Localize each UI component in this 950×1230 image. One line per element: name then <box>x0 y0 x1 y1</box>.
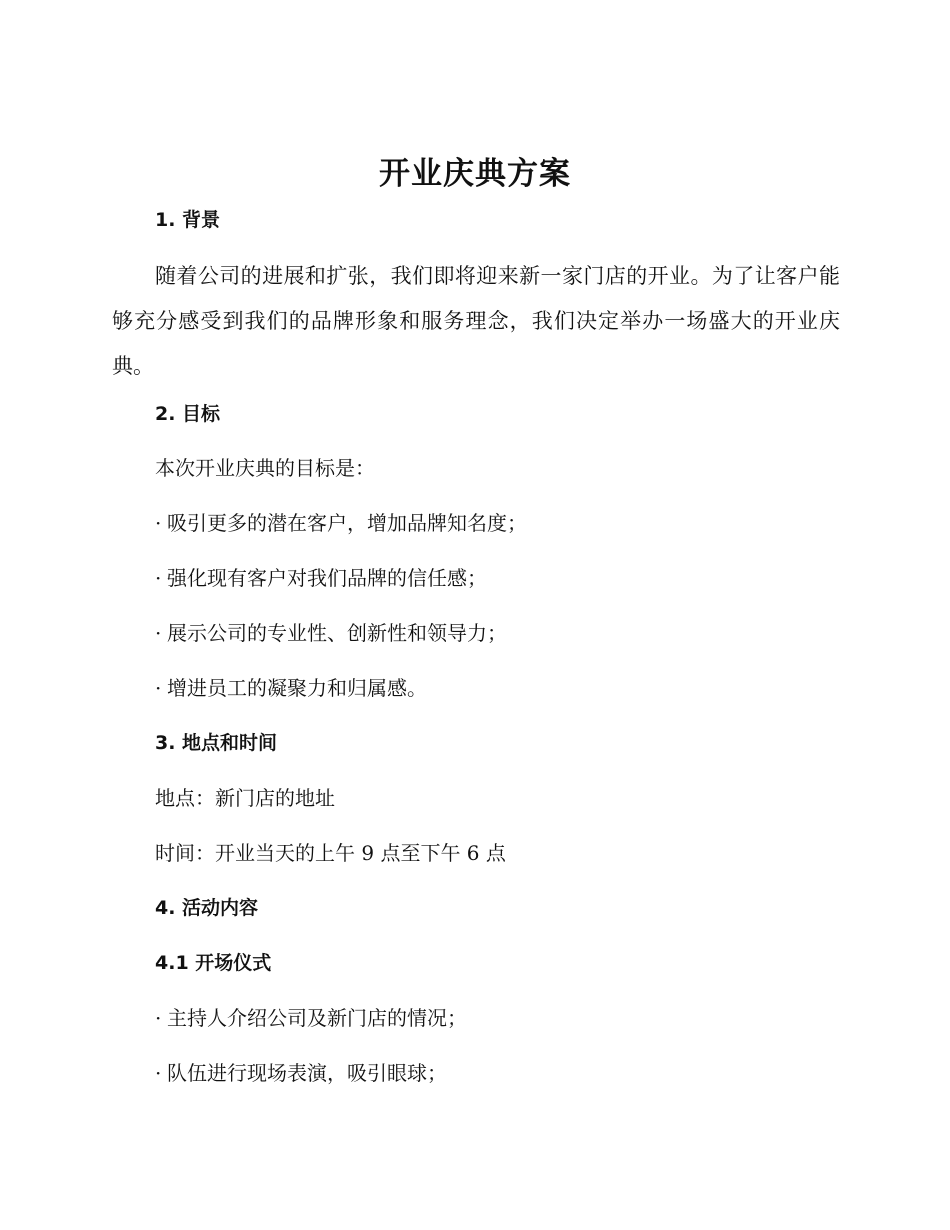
section-heading-background: 1. 背景 <box>155 209 221 231</box>
bullet-icon: · <box>155 1006 162 1030</box>
opening-list-item <box>155 1057 447 1089</box>
goal-list-item <box>155 507 527 539</box>
goal-list-item <box>155 617 507 649</box>
time-text: 时间：开业当天的上午 9 点至下午 6 点 <box>155 841 506 865</box>
section-heading-place-time: 3. 地点和时间 <box>155 732 278 754</box>
background-paragraph: 随着公司的进展和扩张，我们即将迎来新一家门店的开业。为了让客户能够充分感受到我们的品牌形象和服务理念，我们决定举办一场盛大的开业庆典。 <box>112 264 840 378</box>
place-text: 地点：新门店的地址 <box>155 786 335 810</box>
opening-list-item <box>155 1002 467 1034</box>
goals-intro: 本次开业庆典的目标是： <box>155 456 375 480</box>
goal-text: 展示公司的专业性、创新性和领导力； <box>167 621 507 645</box>
opening-text: 主持人介绍公司及新门店的情况； <box>167 1006 467 1030</box>
bullet-icon: · <box>155 621 162 645</box>
bullet-icon: · <box>155 676 162 700</box>
section-heading-goals: 2. 目标 <box>155 403 221 425</box>
opening-text: 队伍进行现场表演，吸引眼球； <box>167 1061 447 1085</box>
bullet-icon: · <box>155 511 162 535</box>
goal-list-item <box>155 562 487 594</box>
section-heading-activities: 4. 活动内容 <box>155 897 259 919</box>
goal-text: 增进员工的凝聚力和归属感。 <box>167 676 427 700</box>
bullet-icon: · <box>155 1061 162 1085</box>
subsection-heading-opening: 4.1 开场仪式 <box>155 952 272 974</box>
goal-text: 强化现有客户对我们品牌的信任感； <box>167 566 487 590</box>
goal-text: 吸引更多的潜在客户，增加品牌知名度； <box>167 511 527 535</box>
document-title: 开业庆典方案 <box>379 156 571 192</box>
goal-list-item <box>155 672 427 704</box>
bullet-icon: · <box>155 566 162 590</box>
